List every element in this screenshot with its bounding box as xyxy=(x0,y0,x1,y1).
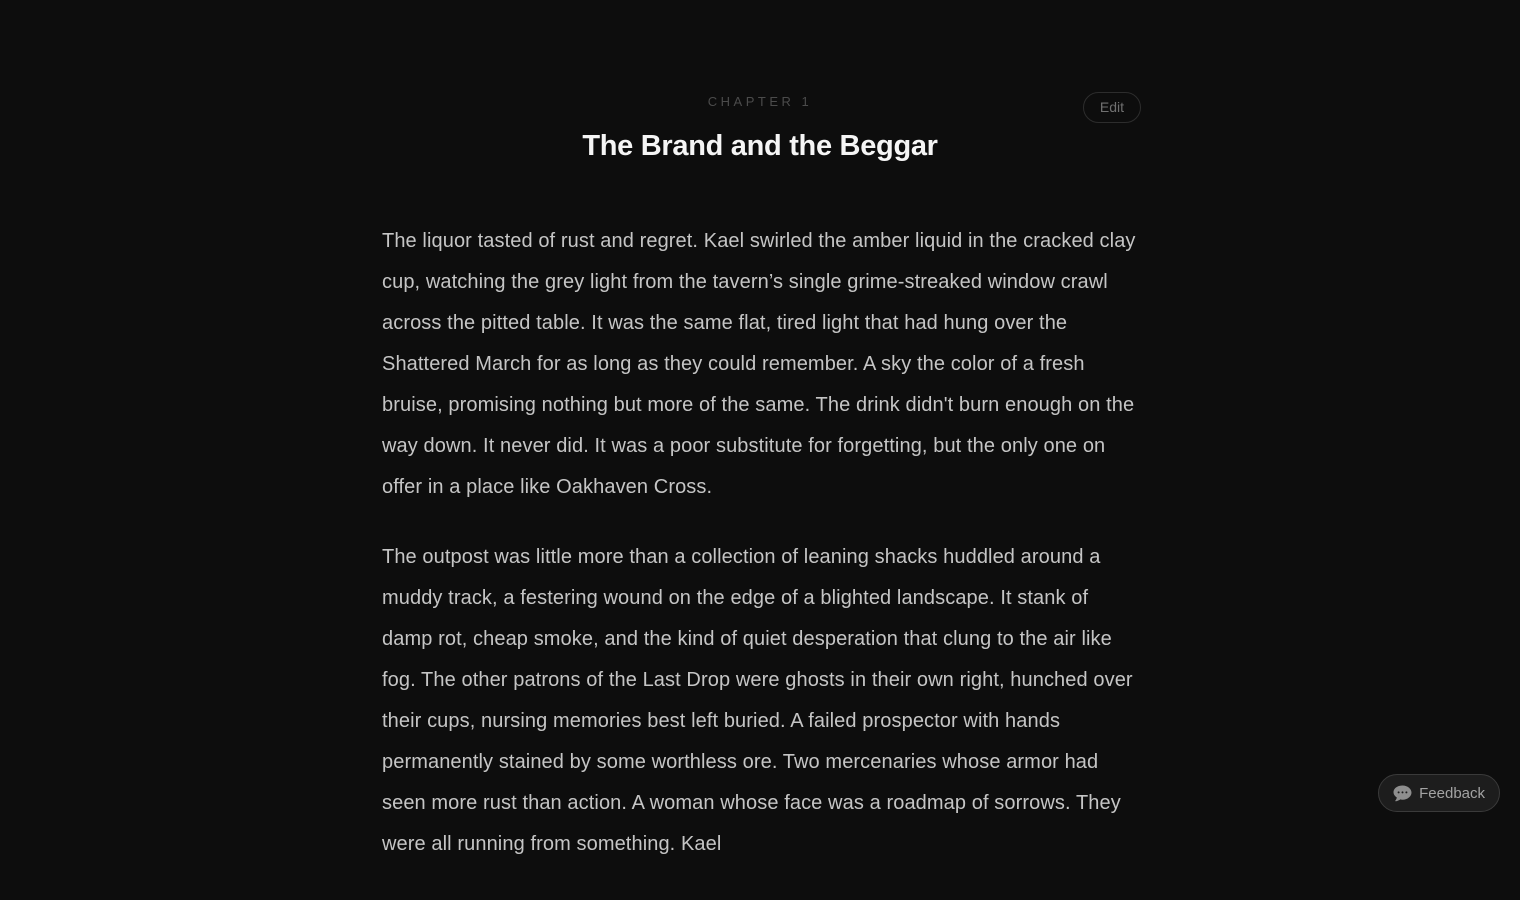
chapter-content xyxy=(382,0,1138,865)
chapter-label: CHAPTER 1 xyxy=(707,94,813,109)
feedback-button[interactable] xyxy=(1378,774,1500,812)
feedback-button-label: Feedback xyxy=(1419,784,1485,802)
story-text xyxy=(382,221,1138,865)
story-paragraph: The liquor tasted of rust and regret. Kael swirled the amber liquid in the cracked clay cup, watching the grey light from the tavern’s single grime-streaked window crawl across the pitted table. It was the same flat, tired light that had hung over the Shattered March for as long as they could remember. A sky the color of a fresh bruise, promising nothing but more of the same. The drink didn't burn enough on the way down. It never did. It was a poor substitute for forgetting, but the only one on offer in a place like Oakhaven Cross. xyxy=(382,230,1136,498)
chapter-header xyxy=(382,94,1138,165)
chapter-title: The Brand and the Beggar xyxy=(582,130,938,162)
story-paragraph: The outpost was little more than a collection of leaning shacks huddled around a muddy track, a festering wound on the edge of a blighted landscape. It stank of damp rot, cheap smoke, and the kind of quiet desperation that clung to the air like fog. The other patrons of the Last Drop were ghosts in their own right, hunched over their cups, nursing memories best left buried. A failed prospector with hands permanently stained by some worthless ore. Two mercenaries whose armor had seen more rust than action. A woman whose face was a roadmap of sorrows. They were all running from something. Kael xyxy=(382,546,1133,855)
speech-bubble-icon xyxy=(1393,785,1412,802)
edit-button[interactable]: Edit xyxy=(1083,92,1141,123)
